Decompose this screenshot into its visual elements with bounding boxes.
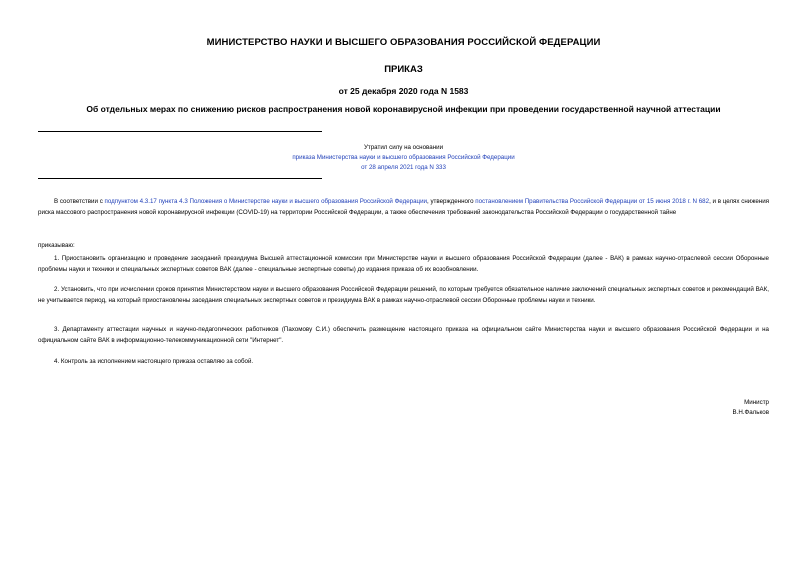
order-item-3: 3. Департаменту аттестации научных и научно-педагогических работников (Пахомову С.И.) обеспечить размещение настоящего приказа на официальном сайте Министерства науки и высшего образования Российской Федерации и на официальном сайте ВАК в информационно-телекоммуникационной сети "Интернет".: [38, 326, 769, 344]
ministry-heading: МИНИСТЕРСТВО НАУКИ И ВЫСШЕГО ОБРАЗОВАНИЯ РОССИЙСКОЙ ФЕДЕРАЦИИ: [206, 37, 601, 48]
document-title: Об отдельных мерах по снижению рисков распространения новой коронавирусной инфекции при проведении государственной научной аттестации: [86, 104, 721, 114]
status-note-link[interactable]: [250, 153, 557, 163]
government-decree-link[interactable]: постановлением Правительства Российской Федерации от 15 июня 2018 г. N 682: [475, 198, 710, 205]
divider-bottom: [38, 178, 322, 179]
document-date: от 25 декабря 2020 года N 1583: [338, 86, 469, 96]
repeal-order-date-link[interactable]: от 28 апреля 2021 года N 333: [361, 164, 446, 171]
intro-paragraph: [38, 197, 769, 218]
order-item-4: 4. Контроль за исполнением настоящего приказа оставляю за собой.: [54, 358, 254, 365]
status-note-text: Утратил силу на основании: [363, 144, 444, 151]
signatory-name: В.Н.Фальков: [732, 409, 769, 416]
intro-text-1: В соответствии с: [54, 198, 105, 205]
regulation-link[interactable]: подпунктом 4.3.17 пункта 4.3 Положения о Министерстве науки и высшего образования Российской Федерации: [104, 198, 427, 205]
orders-label: приказываю:: [38, 242, 75, 249]
signatory-position: Министр: [744, 399, 769, 406]
divider-top: [38, 131, 322, 132]
order-item-2: 2. Установить, что при исчислении сроков принятия Министерством науки и высшего образования Российской Федерации решений, по которым требуется обязательное наличие заключений специальных экспертных советов и рекомендаций ВАК, не учитывается период, на который приостановлены заседания специальных экспертных советов и президиума ВАК в рамках научно-отраслевой сессии Оборонные проблемы науки и техники.: [38, 286, 769, 304]
intro-text-2: , утвержденного: [427, 198, 476, 205]
order-item-1: 1. Приостановить организацию и проведение заседаний президиума Высшей аттестационной комиссии при Министерстве науки и высшего образования Российской Федерации (далее - ВАК) в рамках научно-отраслевой сессии Оборонные проблемы науки и техники и специальных экспертных советов ВАК (далее - специальные экспертные советы) до издания приказа об их возобновлении.: [38, 255, 769, 273]
document-type: ПРИКАЗ: [384, 64, 423, 75]
intro-text-3: , и в целях снижения риска массового распространения новой коронавирусной инфекции (COVID-19) на территории Российской Федерации, а также обеспечения требований законодательства Российской Федерации о государственной тайне: [38, 198, 770, 216]
status-note-link-date[interactable]: [250, 163, 557, 173]
repeal-order-link[interactable]: приказа Министерства науки и высшего образования Российской Федерации: [292, 154, 515, 161]
